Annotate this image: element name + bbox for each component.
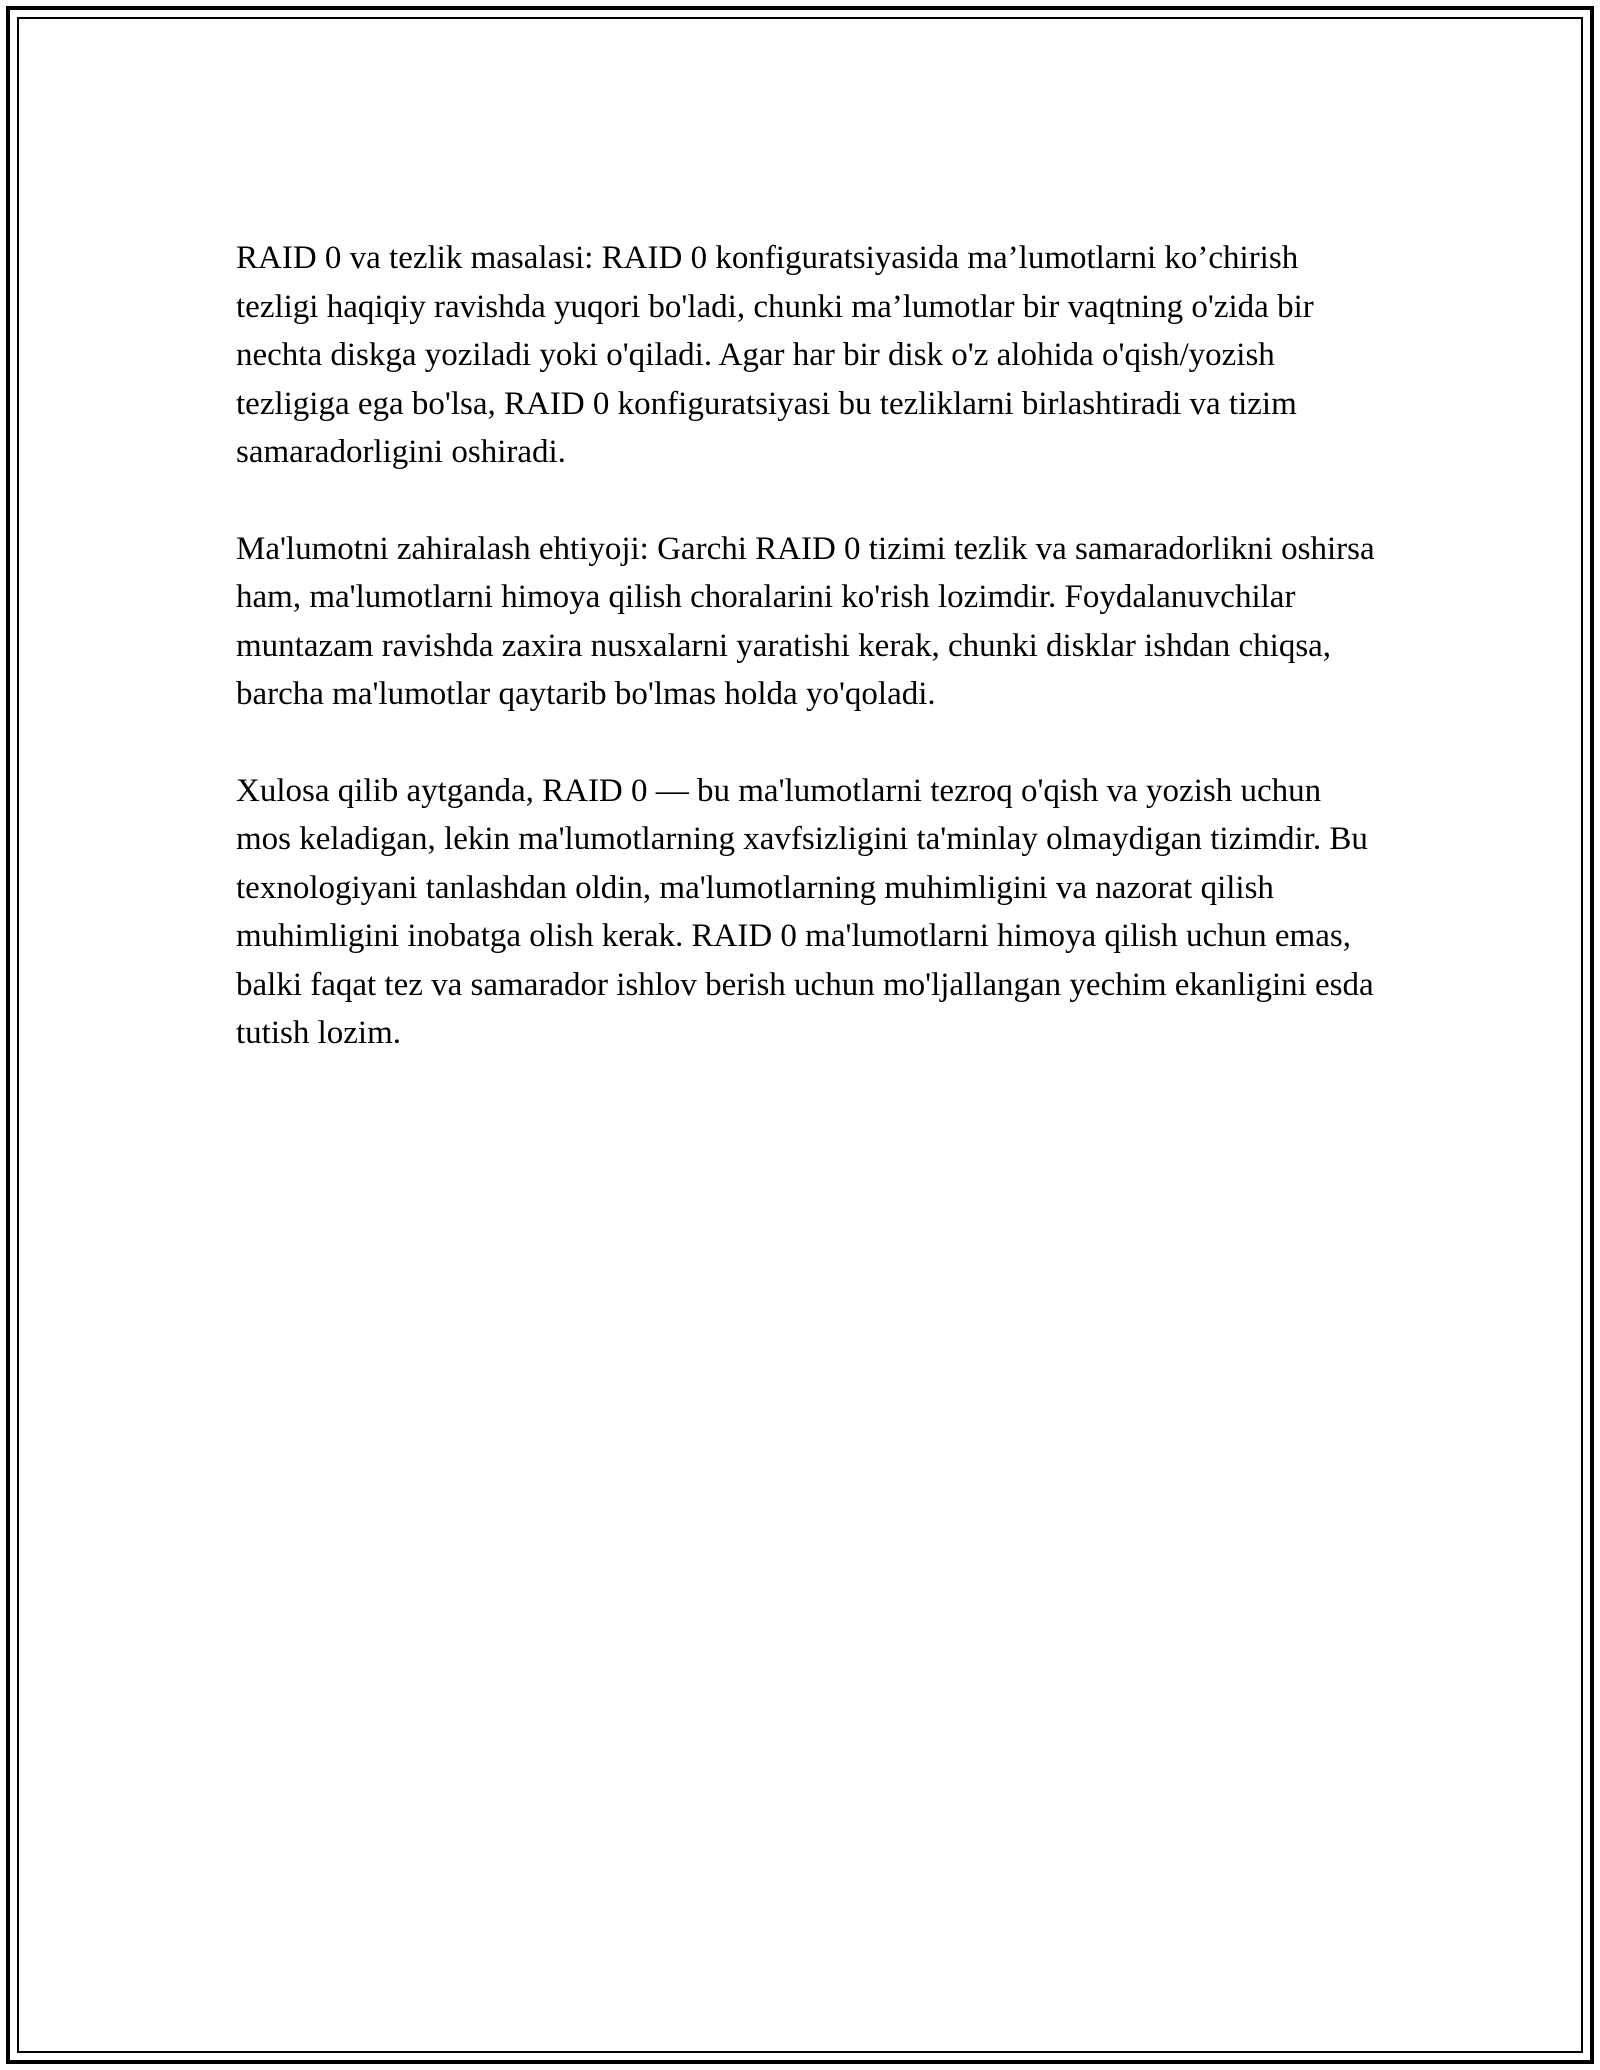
paragraph-conclusion: Xulosa qilib aytganda, RAID 0 — bu ma'lumotlarni tezroq o'qish va yozish uchun mos keladigan, lekin ma'lumotlarning xavfsizligini ta'minlay olmaydigan tizimdir. Bu texnologiyani tanlashdan oldin, ma'lumotlarning muhimligini va nazorat qilish muhimligini inobatga olish kerak. RAID 0 ma'lumotlarni himoya qilish uchun emas, balki faqat tez va samarador ishlov berish uchun mo'ljallangan yechim ekanligini esda tutish lozim. (236, 772, 1374, 1051)
document-body (236, 234, 1376, 1106)
paragraph-backup-need: Ma'lumotni zahiralash ehtiyoji: Garchi RAID 0 tizimi tezlik va samaradorlikni oshirsa ham, ma'lumotlarni himoya qilish choralarini ko'rish lozimdir. Foydalanuvchilar muntazam ravishda zaxira nusxalarni yaratishi kerak, chunki disklar ishdan chiqsa, barcha ma'lumotlar qaytarib bo'lmas holda yo'qoladi. (236, 530, 1375, 712)
paragraph-raid0-speed: RAID 0 va tezlik masalasi: RAID 0 konfiguratsiyasida ma’lumotlarni ko’chirish tezligi haqiqiy ravishda yuqori bo'ladi, chunki ma’lumotlar bir vaqtning o'zida bir nechta diskga yoziladi yoki o'qiladi. Agar har bir disk o'z alohida o'qish/yozish tezligiga ega bo'lsa, RAID 0 konfiguratsiyasi bu tezliklarni birlashtiradi va tizim samaradorligini oshiradi. (236, 240, 1314, 470)
